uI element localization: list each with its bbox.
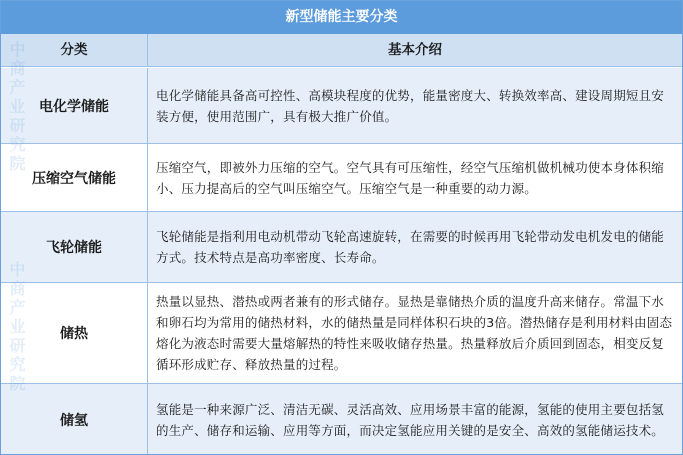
table-row xyxy=(1,144,682,212)
header-description: 基本介绍 xyxy=(388,42,442,58)
table-row xyxy=(1,283,682,384)
row-category: 储氢 xyxy=(1,384,148,455)
row-description-text: 压缩空气，即被外力压缩的空气。空气具有可压缩性，经空气压缩机做机械功使本身体积缩小、压力提高后的空气叫压缩空气。压缩空气是一种重要的动力源。 xyxy=(156,159,665,196)
row-description xyxy=(148,68,682,143)
table-row xyxy=(1,384,682,455)
row-description xyxy=(148,384,682,455)
row-description-text: 氢能是一种来源广泛、清洁无碳、灵活高效、应用场景丰富的能源，氢能的使用主要包括氢的生产、储存和运输、应用等方面，而决定氢能应用关键的是安全、高效的氢能储运技术。 xyxy=(156,402,665,438)
row-category: 电化学储能 xyxy=(1,68,148,143)
row-description xyxy=(148,144,682,211)
row-description-text: 飞轮储能是指利用电动机带动飞轮高速旋转，在需要的时候再用飞轮带动发电机发电的储能方式。技术特点是高功率密度、长寿命。 xyxy=(156,229,665,265)
row-description xyxy=(148,212,682,282)
row-category: 储热 xyxy=(1,283,148,383)
table-header-row xyxy=(1,34,682,67)
row-category: 飞轮储能 xyxy=(1,212,148,282)
header-category: 分类 xyxy=(1,34,148,66)
table-title: 新型储能主要分类 xyxy=(1,1,682,34)
row-description-text: 热量以显热、潜热或两者兼有的形式储存。显热是靠储热介质的温度升高来储存。常温下水和卵石均为常用的储热材料，水的储热量是同样体积石块的3倍。潜热储存是利用材料由固态熔化为液态时需要大量熔解热的特性来吸收储存热量。热量释放后介质回到固态，相变反复循环形成贮存、释放热量的过程。 xyxy=(156,294,673,372)
row-category: 压缩空气储能 xyxy=(1,144,148,211)
row-description xyxy=(148,283,682,383)
row-description-text: 电化学储能具备高可控性、高模块程度的优势，能量密度大、转换效率高、建设周期短且安装方便，使用范围广，具有极大推广价值。 xyxy=(156,87,665,124)
table-row xyxy=(1,68,682,144)
table-row xyxy=(1,212,682,283)
